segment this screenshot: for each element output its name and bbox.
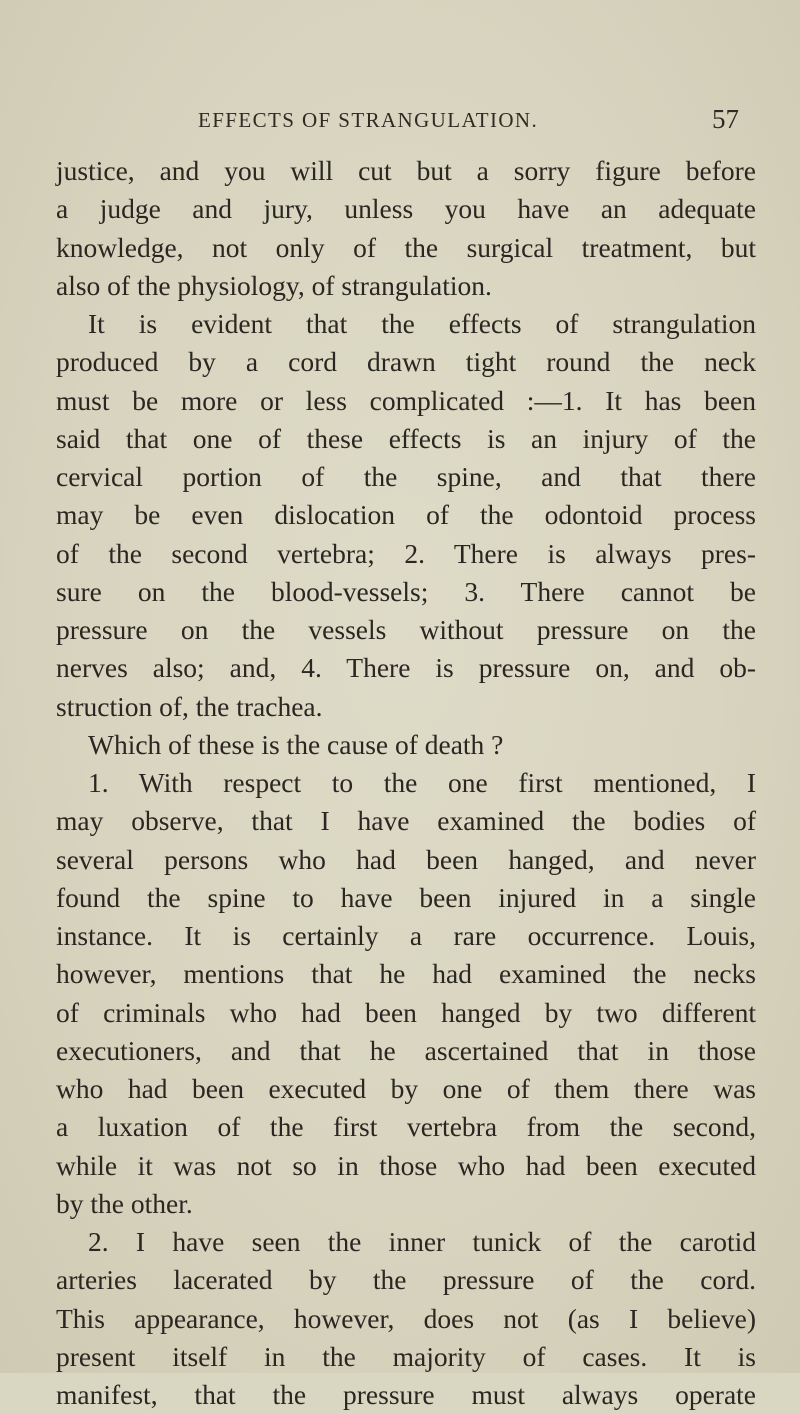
text-line: struction of, the trachea. <box>56 690 323 722</box>
page-header <box>0 104 800 138</box>
page-number: 57 <box>712 104 739 134</box>
text-line: however, mentions that he had examined the necks <box>56 958 756 990</box>
text-line: may observe, that I have examined the bodies of <box>56 805 756 837</box>
text-line: Which of these is the cause of death ? <box>88 728 504 760</box>
text-line: of the second vertebra; 2. There is always pres- <box>56 537 756 569</box>
text-line: present itself in the majority of cases. It is <box>56 1340 756 1372</box>
text-line: sure on the blood-vessels; 3. There cannot be <box>56 575 756 607</box>
text-line: said that one of these effects is an injury of the <box>56 422 756 454</box>
text-line: of criminals who had been hanged by two different <box>56 996 756 1028</box>
text-line: a luxation of the first vertebra from the second, <box>56 1111 756 1143</box>
running-head: EFFECTS OF STRANGULATION. <box>198 108 539 132</box>
text-line: while it was not so in those who had been executed <box>56 1149 756 1181</box>
text-line: several persons who had been hanged, and never <box>56 843 756 875</box>
text-line: pressure on the vessels without pressure on the <box>56 614 756 645</box>
text-line: who had been executed by one of them there was <box>56 1073 756 1104</box>
text-line: a judge and jury, unless you have an adequate <box>56 193 756 225</box>
text-line: must be more or less complicated :—1. It has been <box>56 384 756 416</box>
body-text <box>56 152 756 1414</box>
text-line: may be even dislocation of the odontoid process <box>56 499 756 531</box>
text-line: executioners, and that he ascertained that in those <box>56 1034 756 1066</box>
text-line: 1. With respect to the one first mentioned, I <box>88 767 756 798</box>
text-line: also of the physiology, of strangulation. <box>56 269 492 301</box>
text-line: justice, and you will cut but a sorry figure before <box>56 155 756 186</box>
text-line: by the other. <box>56 1187 193 1219</box>
text-line: This appearance, however, does not (as I believe) <box>56 1302 756 1334</box>
text-line: produced by a cord drawn tight round the neck <box>56 346 756 378</box>
text-line: cervical portion of the spine, and that there <box>56 461 756 492</box>
text-line: 2. I have seen the inner tunick of the carotid <box>88 1226 756 1257</box>
text-line: nerves also; and, 4. There is pressure on, and ob- <box>56 652 756 684</box>
text-line: knowledge, not only of the surgical treatment, but <box>56 231 756 263</box>
text-line: found the spine to have been injured in a single <box>56 881 756 913</box>
text-line: arteries lacerated by the pressure of the cord. <box>56 1264 756 1296</box>
text-line: It is evident that the effects of strangulation <box>88 308 756 339</box>
text-line: manifest, that the pressure must always operate <box>56 1379 756 1410</box>
text-line: instance. It is certainly a rare occurrence. Louis, <box>56 920 756 951</box>
